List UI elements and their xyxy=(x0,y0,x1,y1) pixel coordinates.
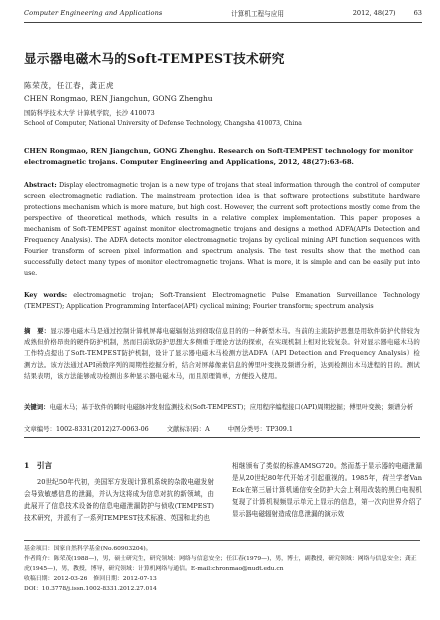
body-paragraph: 20世纪50年代初，美国军方发现计算机系统的杂散电磁发射会导致敏感信息的泄漏，并认为这将成为信息对抗的新领域，由此展开了信息技术设备的信息电磁泄漏防护与侦收(TEMPEST)技术研究，并派有了一系列TEMPEST技术标准、英国和北约也 xyxy=(24,478,214,522)
affiliation-cn: 国防科学技术大学 计算机学院，长沙 410073 xyxy=(24,109,155,117)
keywords-en xyxy=(24,290,420,312)
body-column-right xyxy=(232,460,422,520)
abstract-label: Abstract: xyxy=(24,181,57,189)
authors-en: CHEN Rongmao, REN Jiangchun, GONG Zhenghu xyxy=(24,94,213,103)
running-header xyxy=(24,6,422,23)
received-date: 收稿日期：2012-03-26 修回日期：2012-07-13 xyxy=(24,576,157,582)
body-paragraph: 相继颁布了类似的标准AMSG720。然而基于显示器的电磁泄漏是从20世纪80年代开始才引起重视的。1985年，荷兰学者Van Eck在第三届计算机通信安全防护大会上利用改装的黑白电视机复现了计算机视频显示单元上显示的信息，第一次向世界介绍了显示器电磁辐射造成信息泄漏的演示效 xyxy=(232,462,422,518)
abstract-text: Display electromagnetic trojan is a new type of trojans that steal information through the control of computer screen electromagnetic radiation. The mainstream protection idea is that software protections substitute hardware protections mechanism which is more mature, but high cost. However, the current soft protections mostly come from the perspective of theoretical methods, which results in a relative complex implementation. This paper proposes a mechanism of Soft-TEMPEST against monitor electromagnetic trojans and designs a method ADFA(APIs Detection and Frequency Analysis). The ADFA detects monitor electromagnetic trojans by cyclical mining API function sequences with Fourier transform of screen pixel information and spectrum analysis. The test results show that the method can successfully detect many types of monitor electromagnetic trojans. What is more, it is simple and can be easily put into use. xyxy=(24,181,420,277)
author-note: 作者简介：陈荣茂(1988—)，男，硕士研究生，研究领域：网络与信息安全；任江春(1979—)，男，博士，副教授，研究领域：网络与信息安全；龚正虎(1945—)，男，教授，博导，研究领域：计算机网络与通信。E-mail:chronmao@nudt.edu.cn xyxy=(24,556,417,572)
body-column-left xyxy=(24,460,214,524)
keywords-cn-label: 关键词： xyxy=(24,403,50,411)
fund-note: 基金项目：国家自然科学基金(No.60903204)。 xyxy=(24,546,152,552)
doi: DOI：10.3778/j.issn.1002-8331.2012.27.014 xyxy=(24,586,157,592)
abstract-cn-label: 摘 要： xyxy=(24,327,51,335)
section-heading: 1 引言 xyxy=(24,461,53,470)
article-meta xyxy=(24,424,420,438)
clc-number: 中图分类号：TP309.1 xyxy=(227,425,293,433)
issue-info: 2012, 48(27) xyxy=(352,9,396,17)
authors-cn: 陈荣茂，任江春，龚正虎 xyxy=(24,81,115,90)
journal-name-cn: 计算机工程与应用 xyxy=(231,10,284,18)
footnote xyxy=(24,540,420,594)
affiliation-en: School of Computer, National University of Defense Technology, Changsha 410073, China xyxy=(24,120,302,127)
document-code: 文献标识码：A xyxy=(166,425,210,433)
page-number: 63 xyxy=(413,9,422,17)
abstract-en xyxy=(24,180,420,279)
keywords-text: electromagnetic trojan; Soft-Transient Electromagnetic Pulse Emanation Surveillance Technology (TEMPEST); Application Programming Interface(API) cyclical mining; Fourier transform; spectrum analysis xyxy=(24,291,420,310)
header-right xyxy=(353,9,422,17)
keywords-cn-text: 电磁木马；基于软件的瞬时电磁脉冲发射监测技术(Soft-TEMPEST)；应用程序编程接口(API)周期挖掘；傅里叶变换；频谱分析 xyxy=(49,403,414,411)
paper-title: 显示器电磁木马的Soft-TEMPEST技术研究 xyxy=(24,51,285,66)
keywords-label: Key words: xyxy=(24,291,68,299)
keywords-cn xyxy=(24,402,420,413)
abstract-cn-text: 显示器电磁木马是通过控制计算机屏幕电磁辐射达到窃取信息目的的一种新型木马。当前的主流防护思想是用软件防护代替较为成熟但价格昂贵的硬件防护机制，然而目前软防护思想大多侧重于理论方法的探索，在实现机制上相对比较复杂。针对显示器电磁木马的工作特点提出了Soft-TEMPEST防护机制，设计了显示器电磁木马检测方法ADFA（API Detection and Frequency Analysis）检测方法。该方法通过API函数序列的周期性挖掘分析，结合对屏幕像素信息的傅里叶变换及频谱分析，达到检测出木马进程的目的。测试结果表明，该方法能够成功检测出多种显示器电磁木马，而且原理简单，方便投入使用。 xyxy=(24,327,420,380)
journal-name: Computer Engineering and Applications xyxy=(24,9,163,17)
citation: CHEN Rongmao, REN Jiangchun, GONG Zhenghu. Research on Soft-TEMPEST technology for monitor electromagnetic trojans. Computer Engineering and Applications, 2012, 48(27):63-68. xyxy=(24,147,414,166)
abstract-cn xyxy=(24,326,420,382)
article-number: 文章编号：1002-8331(2012)27-0063-06 xyxy=(24,425,149,433)
